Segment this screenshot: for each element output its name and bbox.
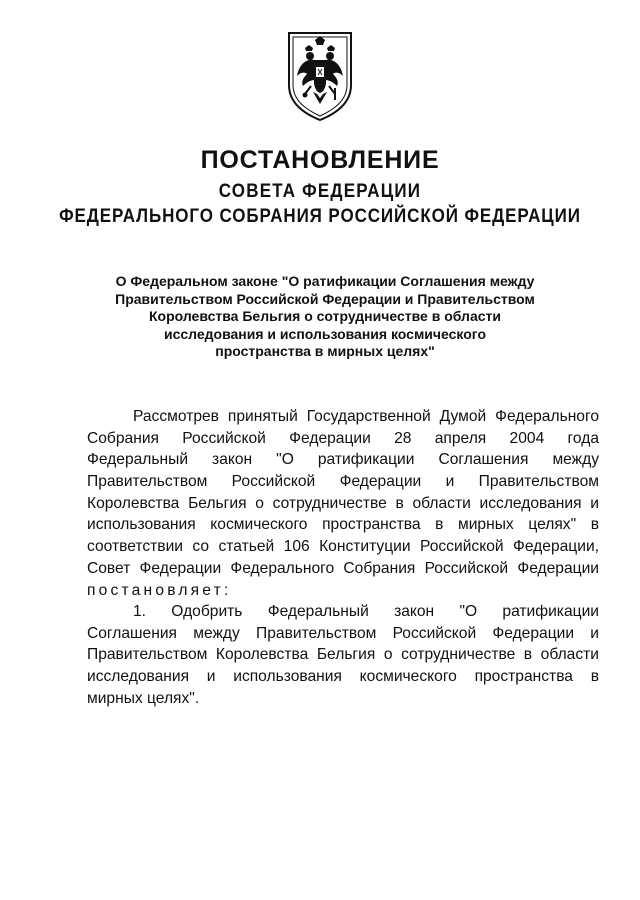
paragraph-line: Рассмотрев принятый Государственной Думой Федерального — [133, 408, 599, 425]
subject-line: исследования и использования космического — [163, 325, 486, 342]
paragraph-line: Правительством Российской Федерации и Правительством — [87, 473, 599, 491]
paragraph-line: использования космического пространства в мирных целях" в — [87, 516, 599, 534]
subject-line: О Федеральном законе "О ратификации Соглашения между — [115, 273, 535, 289]
resolves-word: постановляет: — [87, 581, 232, 599]
paragraph-line: исследования и использования космического пространства в — [87, 668, 599, 686]
document-issuer: СОВЕТА ФЕДЕРАЦИИ — [218, 179, 422, 202]
subject-line: пространства в мирных целях" — [215, 343, 435, 359]
paragraph-line: Федеральный закон "О ратификации Соглашения между — [87, 451, 599, 469]
paragraph-line: Соглашения между Правительством Российской Федерации и — [87, 624, 599, 642]
paragraph-line: Правительством Королевства Бельгия о сотрудничестве в области — [87, 646, 599, 664]
paragraph-line: Собрания Российской Федерации 28 апреля 2004 года — [87, 429, 599, 447]
subject-line: Правительством Российской Федерации и Правительством — [115, 290, 535, 307]
preamble-paragraph — [87, 406, 599, 601]
paragraph-line: Королевства Бельгия о сотрудничестве в области исследования и — [87, 494, 599, 512]
paragraph-line: мирных целях". — [87, 689, 200, 707]
paragraph-line: 1. Одобрить Федеральный закон "О ратификации — [133, 603, 599, 620]
russian-coat-of-arms-icon — [285, 30, 355, 122]
document-subject — [90, 273, 560, 361]
paragraph-line: соответствии со статьей 106 Конституции Российской Федерации, — [87, 538, 599, 556]
subject-line: Королевства Бельгия о сотрудничестве в области — [149, 308, 501, 324]
document-issuer-parent: ФЕДЕРАЛЬНОГО СОБРАНИЯ РОССИЙСКОЙ ФЕДЕРАЦИИ — [59, 204, 581, 227]
resolution-item-1 — [87, 601, 599, 709]
document-title: ПОСТАНОВЛЕНИЕ — [200, 146, 440, 174]
paragraph-line: Совет Федерации Федерального Собрания Российской Федерации — [87, 559, 599, 577]
